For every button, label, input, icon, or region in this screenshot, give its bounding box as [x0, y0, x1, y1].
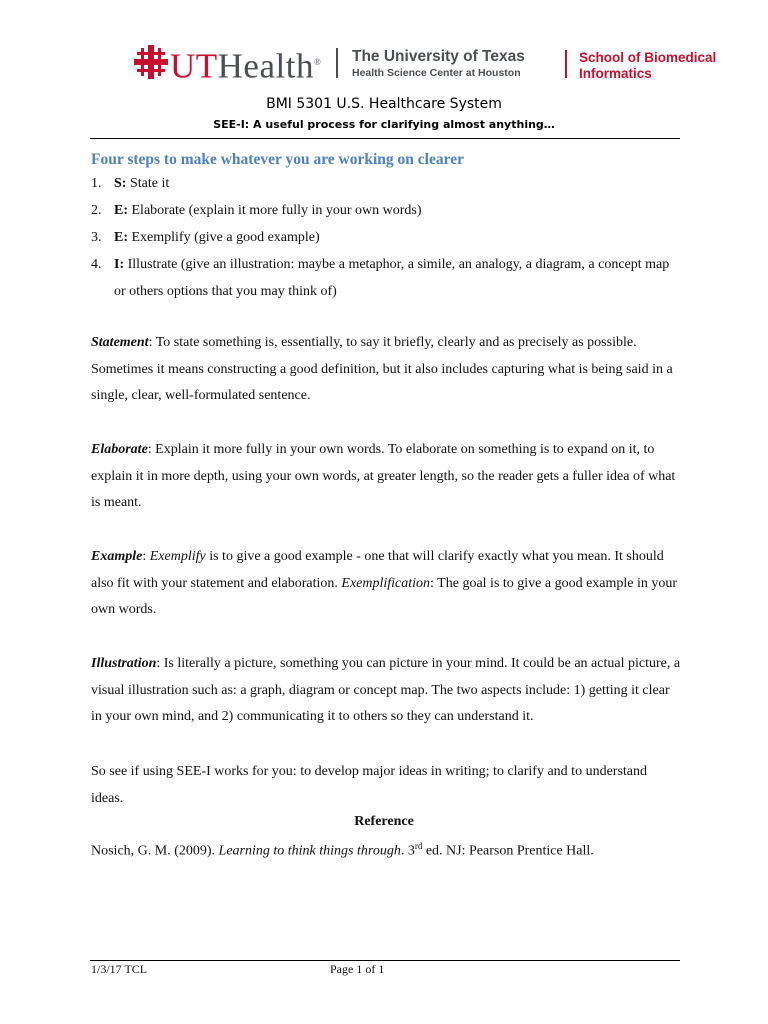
- course-title: BMI 5301 U.S. Healthcare System: [266, 96, 502, 112]
- section-heading: Four steps to make whatever you are working on clearer: [91, 151, 464, 168]
- step-text: Elaborate (explain it more fully in your own words): [128, 203, 422, 218]
- statement-term: Statement: [91, 335, 149, 350]
- reference-author: Nosich, G. M. (2009).: [91, 843, 219, 859]
- example-term: Example: [91, 549, 143, 564]
- step-key: S:: [114, 176, 127, 191]
- step-number: 4.: [91, 257, 102, 272]
- footer-page-number: Page 1 of 1: [330, 962, 385, 976]
- elaborate-paragraph: [91, 437, 681, 517]
- example-paragraph: [91, 544, 681, 624]
- logo-health-text: Health: [217, 46, 314, 86]
- school-name-line1: School of Biomedical: [579, 50, 717, 65]
- reference-heading: Reference: [354, 814, 414, 829]
- list-item: [91, 251, 681, 305]
- reference-title: Learning to think things through: [218, 843, 401, 859]
- list-item: [91, 197, 681, 224]
- illustration-text: : Is literally a picture, something you can picture in your mind. It could be an actual picture, a visual illustration such as: a graph, diagram or concept map. The two aspects include: 1) getting it clear in your own mind, and 2) communicating it to others so they can understand it.: [91, 656, 681, 724]
- registered-mark: ®: [313, 57, 322, 67]
- header-divider-red: [565, 50, 567, 78]
- reference-sup: rd: [414, 841, 423, 851]
- elaborate-term: Elaborate: [91, 442, 148, 457]
- list-item: [91, 224, 681, 251]
- illustration-paragraph: [91, 651, 681, 731]
- school-name-line2: Informatics: [579, 66, 652, 81]
- reference-citation: [91, 841, 594, 860]
- step-text: Exemplify (give a good example): [128, 230, 320, 245]
- step-number: 3.: [91, 230, 102, 245]
- step-number: 2.: [91, 203, 102, 218]
- exemplify-term: Exemplify: [149, 549, 206, 564]
- footer-date: 1/3/17 TCL: [91, 962, 148, 976]
- uthealth-wordmark: [170, 42, 321, 87]
- university-subtitle: Health Science Center at Houston: [352, 67, 521, 79]
- elaborate-text: : Explain it more fully in your own words. To elaborate on something is to expand on it, to explain it in more depth, using your own words, at greater length, so the reader gets a fuller idea of what is meant.: [91, 442, 676, 510]
- footer-rule: [90, 960, 680, 961]
- step-key: E:: [114, 230, 128, 245]
- reference-publisher: ed. NJ: Pearson Prentice Hall.: [422, 843, 594, 859]
- list-item: [91, 170, 681, 197]
- title-rule: [90, 138, 680, 139]
- step-text: State it: [126, 176, 170, 191]
- university-name: The University of Texas: [352, 48, 525, 65]
- step-key: E:: [114, 203, 128, 218]
- exemplification-term: Exemplification: [341, 575, 431, 591]
- example-text-2: : The goal is to give a good example in your own words.: [91, 575, 678, 617]
- header-divider: [336, 48, 338, 78]
- reference-edition: . 3: [400, 843, 415, 859]
- document-subtitle: SEE-I: A useful process for clarifying almost anything…: [213, 118, 555, 131]
- uthealth-logo-icon: [134, 45, 168, 79]
- step-key: I:: [114, 257, 125, 272]
- illustration-term: Illustration: [91, 656, 157, 671]
- step-text: Illustrate (give an illustration: maybe a metaphor, a simile, an analogy, a diagram, a concept map or others options that you may think of): [114, 257, 670, 299]
- closing-paragraph: So see if using SEE-I works for you: to develop major ideas in writing; to clarify and to understand ideas.: [91, 764, 648, 806]
- logo-ut-text: UT: [170, 46, 218, 86]
- statement-text: : To state something is, essentially, to say it briefly, clearly and as precisely as possible. Sometimes it means constructing a good definition, but it also includes capturing what is being said in a single, clear, well-formulated sentence.: [91, 335, 673, 403]
- example-sep: :: [142, 549, 150, 564]
- example-text-1: is to give a good example - one that will clarify exactly what you mean. It should also fit with your statement and elaboration.: [91, 549, 664, 591]
- step-number: 1.: [91, 176, 102, 191]
- steps-list: [91, 170, 681, 305]
- statement-paragraph: [91, 330, 681, 410]
